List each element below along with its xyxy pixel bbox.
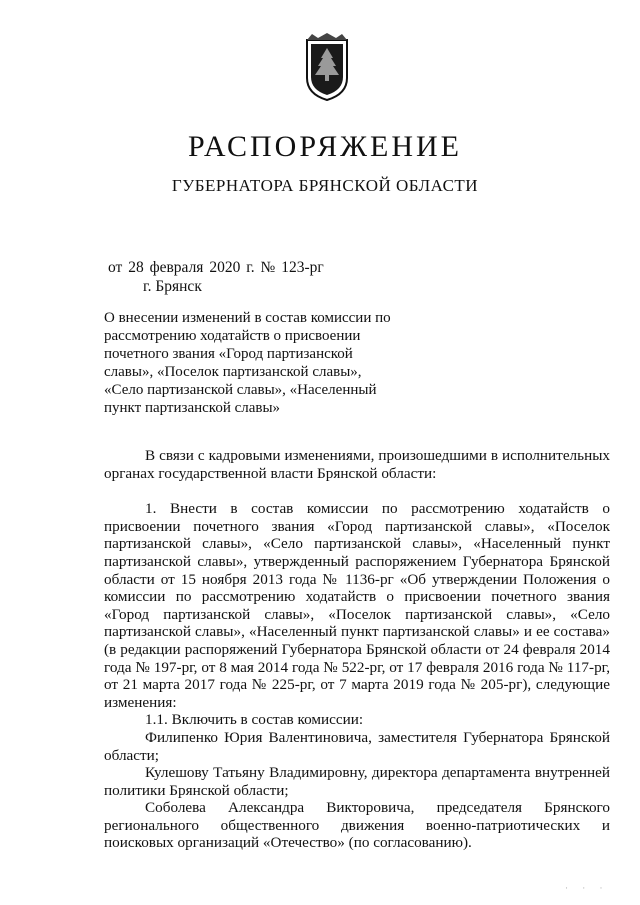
document-city: г. Брянск — [143, 278, 202, 295]
document-body — [104, 447, 610, 852]
document-subtitle: ГУБЕРНАТОРА БРЯНСКОЙ ОБЛАСТИ — [171, 176, 479, 195]
coat-of-arms-emblem — [304, 32, 350, 102]
paragraph-member-filipenko: Филипенко Юрия Валентиновича, заместителя Губернатора Брянской области; — [104, 728, 610, 764]
paragraph-member-sobolev: Соболева Александра Викторовича, председателя Брянского регионального общественного движения военно-патриотических и поисковых организаций «Отечество» (по согласованию). — [104, 799, 610, 852]
paragraph-item-1-1: 1.1. Включить в состав комиссии: — [145, 711, 364, 729]
paragraph-item-1: 1. Внести в состав комиссии по рассмотрению ходатайств о присвоении почетного звания «Город партизанской славы», «Поселок партизанской славы», «Село партизанской славы», «Населенный пункт партизанской славы», утвержденный распоряжением Губернатора Брянской области от 15 ноября 2013 года № 1136-рг «Об утверждении Положения о комиссии по рассмотрению ходатайств о присвоении почетного звания «Город партизанской славы», «Поселок партизанской славы», «Село партизанской славы», «Населенный пункт партизанской славы» и ее состава» (в редакции распоряжений Губернатора Брянской области от 24 февраля 2014 года № 197-рг, от 8 мая 2014 года № 522-рг, от 17 февраля 2016 года № 117-рг, от 21 марта 2017 года № 225-рг, от 7 марта 2019 года № 205-рг), следующие изменения: — [104, 500, 610, 711]
document-date: от 28 февраля 2020 г. № 123-рг — [108, 259, 324, 276]
document-topic: О внесении изменений в состав комиссии по рассмотрению ходатайств о присвоении почетного звания «Город партизанской славы», «Поселок партизанской славы», «Село партизанской славы», «Населенный пункт партизанской славы» — [104, 310, 391, 416]
paragraph-member-kuleshova: Кулешову Татьяну Владимировну, директора департамента внутренней политики Брянской области; — [104, 764, 610, 799]
scan-artifact: · · · — [565, 883, 609, 893]
document-title: РАСПОРЯЖЕНИЕ — [187, 130, 463, 163]
paragraph-preamble: В связи с кадровыми изменениями, произошедшими в исполнительных органах государственной власти Брянской области: — [104, 447, 610, 482]
